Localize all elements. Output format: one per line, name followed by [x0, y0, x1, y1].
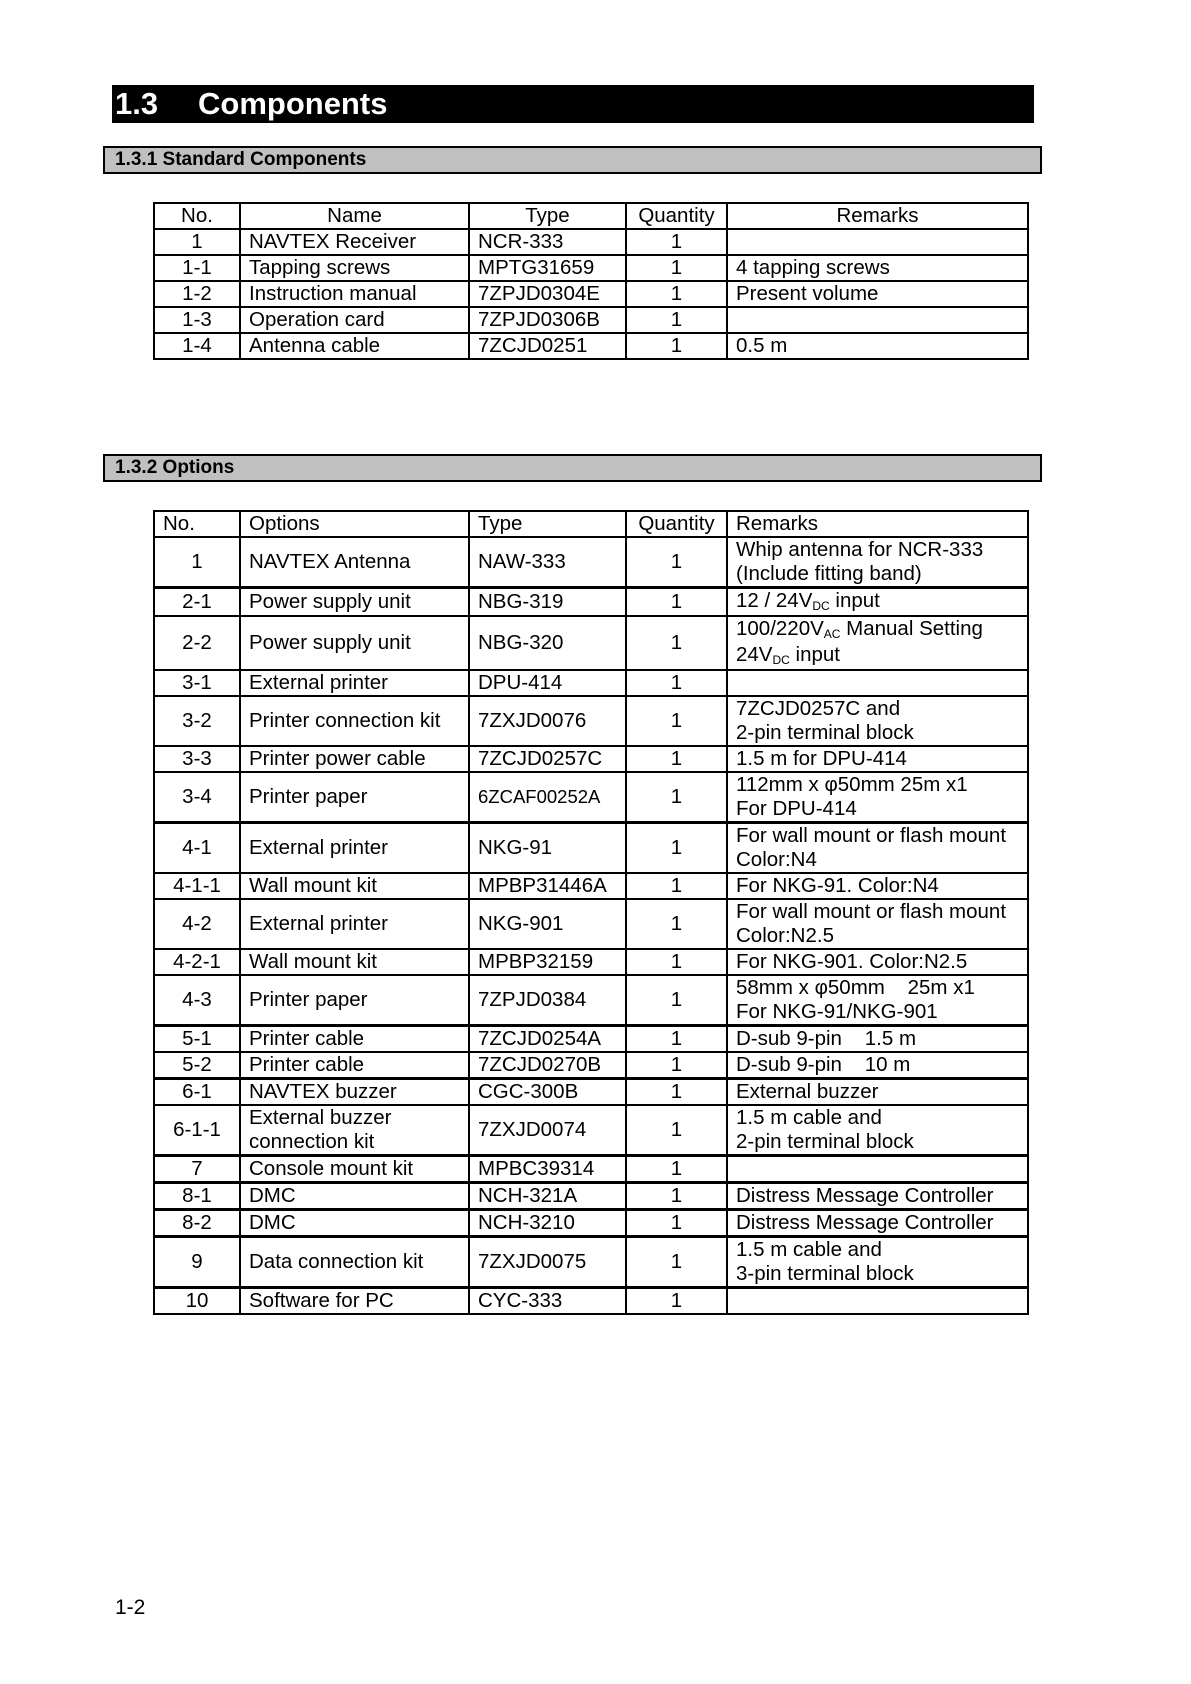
cell-quantity: 1	[626, 1156, 727, 1183]
chapter-heading	[112, 85, 1034, 123]
chapter-number: 1.3	[115, 86, 159, 121]
cell-no: 8-1	[154, 1183, 240, 1210]
cell-no: 1-1	[154, 255, 240, 281]
cell-no: 5-2	[154, 1052, 240, 1079]
cell-no: 8-2	[154, 1210, 240, 1237]
cell-quantity: 1	[626, 1079, 727, 1106]
cell-name: Tapping screws	[240, 255, 469, 281]
cell-type: CGC-300B	[469, 1079, 626, 1106]
cell-type: NAW-333	[469, 537, 626, 588]
cell-quantity: 1	[626, 537, 727, 588]
cell-type: 7ZCJD0270B	[469, 1052, 626, 1079]
header-no: No.	[154, 203, 240, 229]
cell-quantity: 1	[626, 1288, 727, 1315]
cell-remarks: 58mm x φ50mm 25m x1 For NKG-91/NKG-901	[727, 975, 1028, 1026]
table-row	[154, 1026, 1028, 1053]
cell-no: 4-1	[154, 823, 240, 874]
cell-type: 7ZPJD0304E	[469, 281, 626, 307]
cell-no: 1-3	[154, 307, 240, 333]
cell-option: External printer	[240, 670, 469, 696]
cell-quantity: 1	[626, 1210, 727, 1237]
cell-type: NCH-321A	[469, 1183, 626, 1210]
cell-option: Data connection kit	[240, 1237, 469, 1288]
cell-remarks	[727, 307, 1028, 333]
cell-no: 3-4	[154, 772, 240, 823]
cell-no: 1	[154, 229, 240, 255]
table-row	[154, 229, 1028, 255]
cell-quantity: 1	[626, 949, 727, 975]
table-row	[154, 616, 1028, 670]
cell-type: 6ZCAF00252A	[469, 772, 626, 823]
table-row	[154, 772, 1028, 823]
cell-option: Printer paper	[240, 772, 469, 823]
cell-type: 7ZCJD0254A	[469, 1026, 626, 1053]
table-row	[154, 1156, 1028, 1183]
cell-quantity: 1	[626, 333, 727, 359]
cell-option: NAVTEX Antenna	[240, 537, 469, 588]
cell-remarks	[727, 670, 1028, 696]
cell-remarks: 112mm x φ50mm 25m x1 For DPU-414	[727, 772, 1028, 823]
cell-type: MPBP32159	[469, 949, 626, 975]
cell-remarks: 0.5 m	[727, 333, 1028, 359]
cell-no: 1	[154, 537, 240, 588]
cell-type: MPBP31446A	[469, 873, 626, 899]
cell-option: Printer cable	[240, 1052, 469, 1079]
cell-remarks: Present volume	[727, 281, 1028, 307]
header-name: Name	[240, 203, 469, 229]
table-row	[154, 1237, 1028, 1288]
cell-remarks: For wall mount or flash mount Color:N4	[727, 823, 1028, 874]
table-header-row	[154, 203, 1028, 229]
cell-type: NCH-3210	[469, 1210, 626, 1237]
cell-remarks	[727, 1156, 1028, 1183]
cell-type: 7ZXJD0075	[469, 1237, 626, 1288]
cell-type: 7ZCJD0251	[469, 333, 626, 359]
header-type: Type	[469, 203, 626, 229]
cell-option: Power supply unit	[240, 616, 469, 670]
cell-option: External printer	[240, 899, 469, 949]
cell-no: 1-2	[154, 281, 240, 307]
cell-name: NAVTEX Receiver	[240, 229, 469, 255]
cell-quantity: 1	[626, 1052, 727, 1079]
cell-option: External printer	[240, 823, 469, 874]
cell-quantity: 1	[626, 1105, 727, 1156]
table-row	[154, 975, 1028, 1026]
cell-remarks: 1.5 m cable and 3-pin terminal block	[727, 1237, 1028, 1288]
cell-no: 9	[154, 1237, 240, 1288]
cell-type: 7ZPJD0384	[469, 975, 626, 1026]
table-row	[154, 949, 1028, 975]
cell-no: 7	[154, 1156, 240, 1183]
cell-quantity: 1	[626, 588, 727, 617]
cell-remarks: 7ZCJD0257C and 2-pin terminal block	[727, 696, 1028, 746]
table-row	[154, 537, 1028, 588]
cell-remarks: Distress Message Controller	[727, 1183, 1028, 1210]
cell-remarks	[727, 1288, 1028, 1315]
cell-remarks: D-sub 9-pin 1.5 m	[727, 1026, 1028, 1053]
cell-quantity: 1	[626, 1237, 727, 1288]
cell-quantity: 1	[626, 229, 727, 255]
cell-option: Software for PC	[240, 1288, 469, 1315]
cell-no: 1-4	[154, 333, 240, 359]
cell-type: NBG-319	[469, 588, 626, 617]
cell-option: Power supply unit	[240, 588, 469, 617]
cell-type: NKG-91	[469, 823, 626, 874]
cell-no: 3-2	[154, 696, 240, 746]
standard-components-table	[153, 202, 1029, 360]
chapter-title: Components	[198, 86, 388, 121]
cell-remarks: D-sub 9-pin 10 m	[727, 1052, 1028, 1079]
page-number: 1-2	[115, 1596, 146, 1619]
cell-type: 7ZPJD0306B	[469, 307, 626, 333]
table-row	[154, 746, 1028, 772]
cell-no: 2-2	[154, 616, 240, 670]
cell-remarks: External buzzer	[727, 1079, 1028, 1106]
table-row	[154, 307, 1028, 333]
cell-type: 7ZXJD0074	[469, 1105, 626, 1156]
cell-no: 10	[154, 1288, 240, 1315]
header-quantity: Quantity	[626, 511, 727, 537]
cell-no: 4-3	[154, 975, 240, 1026]
cell-type: MPBC39314	[469, 1156, 626, 1183]
cell-type: NBG-320	[469, 616, 626, 670]
header-quantity: Quantity	[626, 203, 727, 229]
cell-no: 2-1	[154, 588, 240, 617]
cell-no: 4-2	[154, 899, 240, 949]
cell-type: NCR-333	[469, 229, 626, 255]
cell-option: External buzzer connection kit	[240, 1105, 469, 1156]
section-heading-standard: 1.3.1 Standard Components	[103, 146, 1042, 174]
header-remarks: Remarks	[727, 511, 1028, 537]
cell-quantity: 1	[626, 255, 727, 281]
cell-remarks: $100/220V_{AC}$ Manual Setting $24V_{DC}$ input	[727, 616, 1028, 670]
cell-option: Console mount kit	[240, 1156, 469, 1183]
cell-name: Instruction manual	[240, 281, 469, 307]
remarks-line: (Include fitting band)	[736, 562, 922, 585]
remarks-line: Whip antenna for NCR-333	[736, 538, 984, 561]
cell-option: Printer connection kit	[240, 696, 469, 746]
cell-no: 3-1	[154, 670, 240, 696]
table-row	[154, 696, 1028, 746]
cell-quantity: 1	[626, 1026, 727, 1053]
cell-no: 4-2-1	[154, 949, 240, 975]
cell-quantity: 1	[626, 307, 727, 333]
cell-option: DMC	[240, 1210, 469, 1237]
cell-option: Printer paper	[240, 975, 469, 1026]
table-row	[154, 670, 1028, 696]
header-type: Type	[469, 511, 626, 537]
cell-no: 6-1-1	[154, 1105, 240, 1156]
cell-type: NKG-901	[469, 899, 626, 949]
cell-remarks	[727, 229, 1028, 255]
header-options: Options	[240, 511, 469, 537]
cell-option: Printer cable	[240, 1026, 469, 1053]
table-row	[154, 1052, 1028, 1079]
table-header-row	[154, 511, 1028, 537]
cell-quantity: 1	[626, 616, 727, 670]
section-heading-options: 1.3.2 Options	[103, 454, 1042, 482]
table-row	[154, 1210, 1028, 1237]
options-table	[153, 510, 1029, 1315]
cell-quantity: 1	[626, 696, 727, 746]
cell-name: Operation card	[240, 307, 469, 333]
cell-remarks: For wall mount or flash mount Color:N2.5	[727, 899, 1028, 949]
cell-type: MPTG31659	[469, 255, 626, 281]
cell-option: Wall mount kit	[240, 873, 469, 899]
cell-remarks: For NKG-91. Color:N4	[727, 873, 1028, 899]
table-row	[154, 823, 1028, 874]
table-row	[154, 873, 1028, 899]
cell-type: CYC-333	[469, 1288, 626, 1315]
header-no: No.	[154, 511, 240, 537]
table-row	[154, 588, 1028, 617]
cell-quantity: 1	[626, 281, 727, 307]
cell-quantity: 1	[626, 873, 727, 899]
cell-quantity: 1	[626, 772, 727, 823]
cell-type: 7ZCJD0257C	[469, 746, 626, 772]
cell-type: 7ZXJD0076	[469, 696, 626, 746]
cell-quantity: 1	[626, 823, 727, 874]
cell-remarks	[727, 537, 1028, 588]
cell-no: 4-1-1	[154, 873, 240, 899]
table-row	[154, 255, 1028, 281]
cell-option: NAVTEX buzzer	[240, 1079, 469, 1106]
cell-remarks: 1.5 m cable and 2-pin terminal block	[727, 1105, 1028, 1156]
cell-remarks: For NKG-901. Color:N2.5	[727, 949, 1028, 975]
cell-quantity: 1	[626, 670, 727, 696]
table-row	[154, 1288, 1028, 1315]
cell-quantity: 1	[626, 1183, 727, 1210]
table-row	[154, 1183, 1028, 1210]
cell-remarks: Distress Message Controller	[727, 1210, 1028, 1237]
cell-name: Antenna cable	[240, 333, 469, 359]
cell-option: Printer power cable	[240, 746, 469, 772]
cell-quantity: 1	[626, 975, 727, 1026]
cell-remarks: $12 / 24V_{DC}$ input	[727, 588, 1028, 617]
cell-type: DPU-414	[469, 670, 626, 696]
table-row	[154, 281, 1028, 307]
cell-quantity: 1	[626, 746, 727, 772]
table-row	[154, 899, 1028, 949]
table-row	[154, 1079, 1028, 1106]
cell-quantity: 1	[626, 899, 727, 949]
cell-remarks: 1.5 m for DPU-414	[727, 746, 1028, 772]
cell-no: 6-1	[154, 1079, 240, 1106]
header-remarks: Remarks	[727, 203, 1028, 229]
cell-no: 5-1	[154, 1026, 240, 1053]
table-row	[154, 333, 1028, 359]
cell-remarks: 4 tapping screws	[727, 255, 1028, 281]
table-row	[154, 1105, 1028, 1156]
cell-option: Wall mount kit	[240, 949, 469, 975]
cell-no: 3-3	[154, 746, 240, 772]
cell-option: DMC	[240, 1183, 469, 1210]
